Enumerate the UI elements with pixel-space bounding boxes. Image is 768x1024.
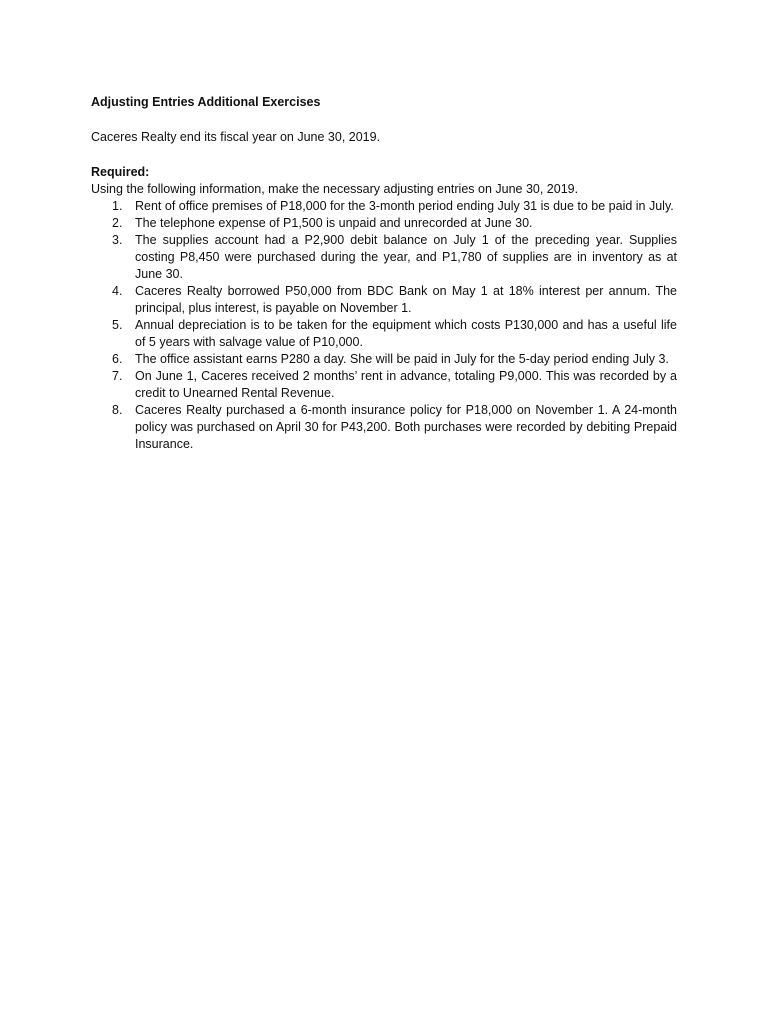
list-item-number: 4. [112,284,123,298]
list-item-text: On June 1, Caceres received 2 months’ rent in advance, totaling P9,000. This was recorded by a credit to Unearned Rental Revenue. [135,369,677,400]
instruction-paragraph: Using the following information, make the necessary adjusting entries on June 30, 2019. [91,182,579,196]
document-title: Adjusting Entries Additional Exercises [91,95,321,109]
list-item-text: Caceres Realty purchased a 6-month insurance policy for P18,000 on November 1. A 24-month policy was purchased on April 30 for P43,200. Both purchases were recorded by debiting Prepaid Insurance. [135,403,677,451]
list-item-number: 6. [112,352,123,366]
list-item-text: Rent of office premises of P18,000 for the 3-month period ending July 31 is due to be paid in July. [135,199,674,213]
list-item-text: Caceres Realty borrowed P50,000 from BDC Bank on May 1 at 18% interest per annum. The principal, plus interest, is payable on November 1. [135,284,677,315]
list-item [91,198,677,215]
list-item-number: 5. [112,318,123,332]
list-item-number: 8. [112,403,123,417]
list-item-number: 2. [112,216,123,230]
list-item-text: Annual depreciation is to be taken for the equipment which costs P130,000 and has a useful life of 5 years with salvage value of P10,000. [135,318,677,349]
list-item-text: The telephone expense of P1,500 is unpaid and unrecorded at June 30. [135,216,533,230]
document-body [91,94,677,453]
list-item-text: The office assistant earns P280 a day. She will be paid in July for the 5-day period ending July 3. [135,352,669,366]
list-item [91,283,677,317]
list-item-number: 1. [112,199,123,213]
list-item-number: 7. [112,369,123,383]
list-item [91,351,677,368]
list-item-number: 3. [112,233,123,247]
list-item [91,215,677,232]
intro-paragraph: Caceres Realty end its fiscal year on June 30, 2019. [91,130,381,144]
list-item-text: The supplies account had a P2,900 debit balance on July 1 of the preceding year. Supplies costing P8,450 were purchased during the year, and P1,780 of supplies are in inventory as at June 30. [135,233,677,281]
list-item [91,232,677,283]
list-item [91,317,677,351]
exercise-list [91,198,677,453]
list-item [91,402,677,453]
required-heading: Required: [91,165,150,179]
list-item [91,368,677,402]
